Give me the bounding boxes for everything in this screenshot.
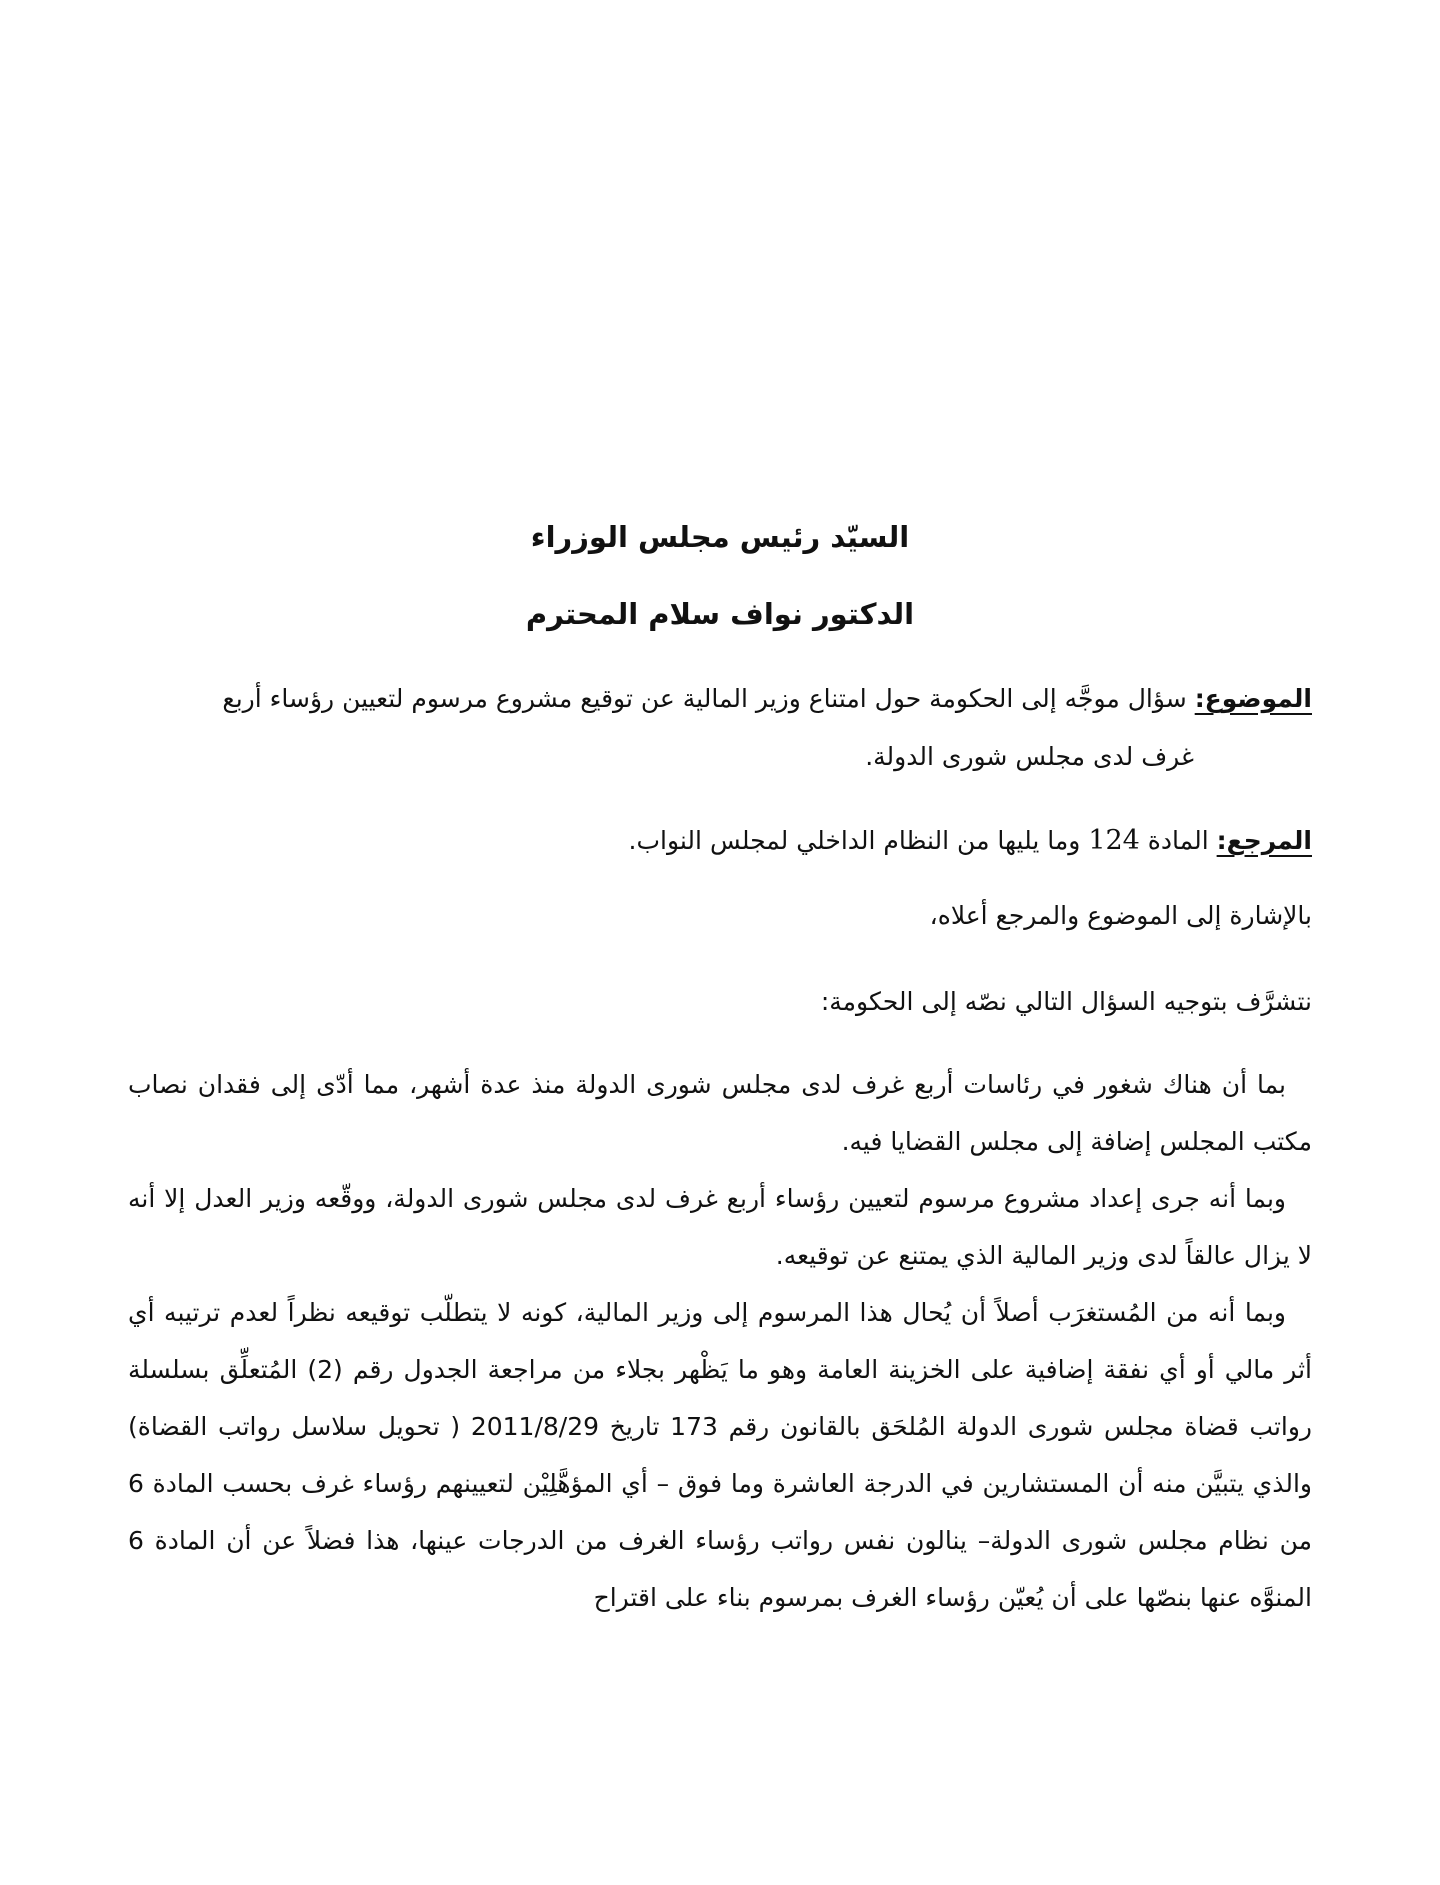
body-paragraph-1: بما أن هناك شغور في رئاسات أربع غرف لدى مجلس شورى الدولة منذ عدة أشهر، مما أدّى إلى فقدان نصاب مكتب المجلس إضافة إلى مجلس القضايا فيه.: [128, 1069, 1312, 1156]
reference-article-number: 124: [1088, 824, 1140, 856]
salutation-line-2: الدكتور نواف سلام المحترم: [525, 596, 915, 631]
reference-text-after: وما يليها من النظام الداخلي لمجلس النواب.: [628, 825, 1089, 855]
letter-body: [128, 520, 1312, 1626]
reference-paragraph: [128, 812, 1312, 870]
intro-line: نتشرَّف بتوجيه السؤال التالي نصّه إلى الحكومة:: [820, 986, 1312, 1016]
opening-line: بالإشارة إلى الموضوع والمرجع أعلاه،: [929, 900, 1312, 930]
body-paragraph-3: وبما أنه من المُستغرَب أصلاً أن يُحال هذا المرسوم إلى وزير المالية، كونه لا يتطلّب توقيعه نظراً لعدم ترتيبه أي أثر مالي أو أي نفقة إضافية على الخزينة العامة وهو ما يَظْهر بجلاء من مراجعة الجدول رقم (2) المُتعلِّق بسلسلة رواتب قضاة مجلس شورى الدولة المُلحَق بالقانون رقم 173 تاريخ 2011/8/29 ( تحويل سلاسل رواتب القضاة) والذي يتبيَّن منه أن المستشارين في الدرجة العاشرة وما فوق – أي المؤهَّلِيْن لتعيينهم رؤساء غرف بحسب المادة 6 من نظام مجلس شورى الدولة– ينالون نفس رواتب رؤساء الغرف من الدرجات عينها، هذا فضلاً عن أن المادة 6 المنوَّه عنها بنصّها على أن يُعيّن رؤساء الغرف بمرسوم بناء على اقتراح: [128, 1297, 1312, 1612]
subject-label: الموضوع:: [1194, 683, 1312, 713]
reference-text-before: المادة: [1139, 825, 1217, 855]
subject-paragraph: [128, 670, 1312, 786]
reference-label: المرجع:: [1216, 825, 1312, 855]
subject-text-line-1: سؤال موجَّه إلى الحكومة حول امتناع وزير المالية عن توقيع مشروع مرسوم لتعيين رؤساء أربع: [222, 683, 1195, 713]
salutation-line-1: السيّد رئيس مجلس الوزراء: [530, 520, 910, 554]
subject-text-line-2: غرف لدى مجلس شورى الدولة.: [865, 741, 1194, 771]
body-paragraph-2: وبما أنه جرى إعداد مشروع مرسوم لتعيين رؤساء أربع غرف لدى مجلس شورى الدولة، ووقّعه وزير العدل إلا أنه لا يزال عالقاً لدى وزير المالية الذي يمتنع عن توقيعه.: [128, 1183, 1312, 1270]
